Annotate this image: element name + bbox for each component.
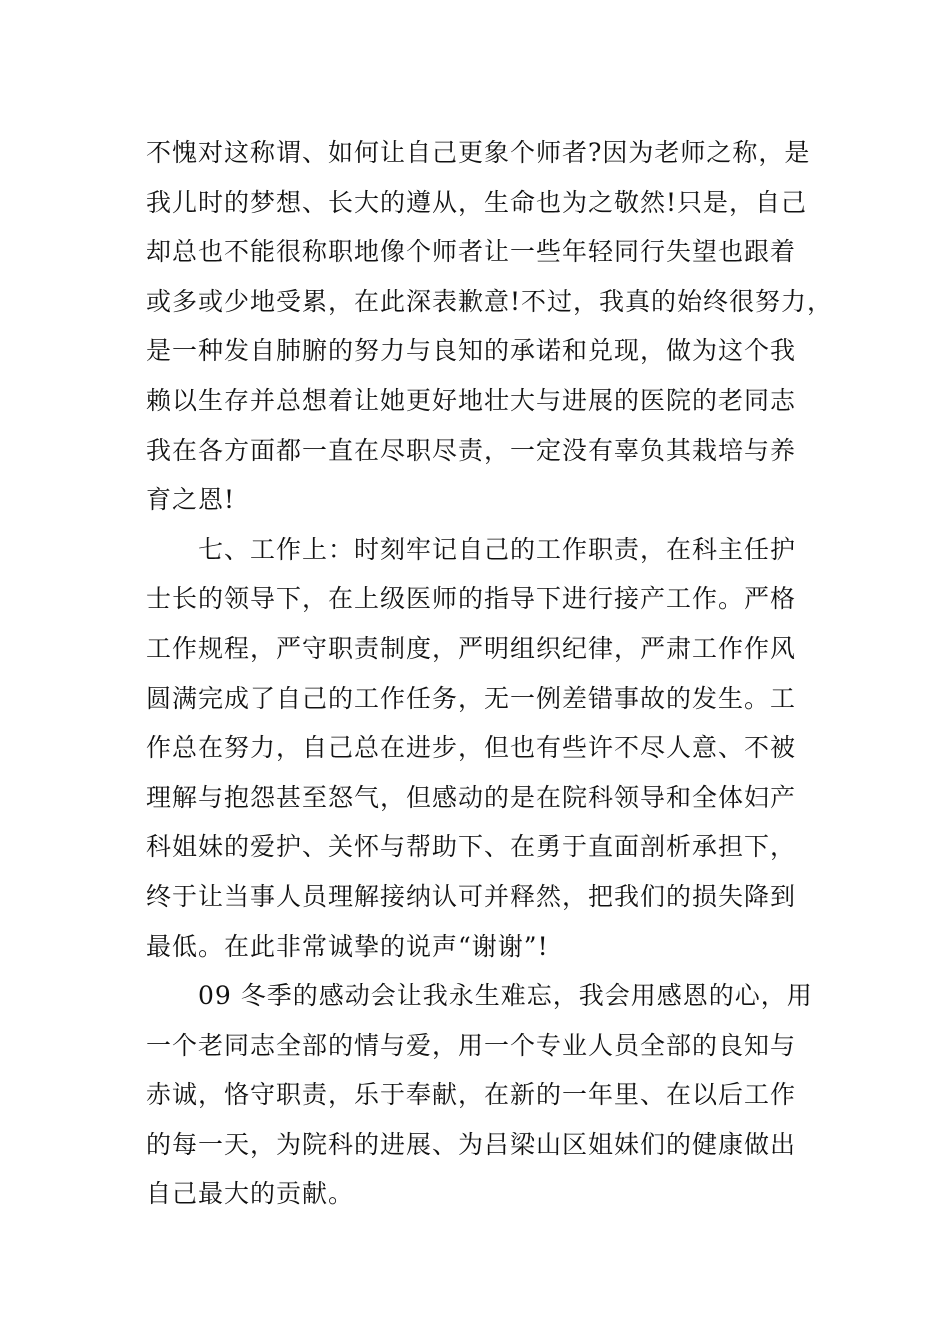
text-line: 一个老同志全部的情与爱，用一个专业人员全部的良知与	[146, 1030, 797, 1060]
text-line: 09 冬季的感动会让我永生难忘，我会用感恩的心，用	[198, 981, 813, 1011]
text-line: 不愧对这称谓、如何让自己更象个师者?因为老师之称，是	[146, 138, 811, 167]
text-line: 科姐妹的爱护、关怀与帮助下、在勇于直面剖析承担下，	[146, 832, 797, 862]
text-line: 七、工作上：时刻牢记自己的工作职责，在科主任护	[198, 534, 797, 564]
text-line: 圆满完成了自己的工作任务，无一例差错事故的发生。工	[146, 683, 797, 713]
paragraph	[146, 128, 846, 525]
text-line: 作总在努力，自己总在进步，但也有些许不尽人意、不被	[146, 733, 797, 763]
text-line: 理解与抱怨甚至怒气，但感动的是在院科领导和全体妇产	[146, 782, 797, 812]
paragraph	[146, 525, 846, 971]
text-line: 最低。在此非常诚挚的说声“谢谢”!	[146, 931, 549, 961]
text-line: 是一种发自肺腑的努力与良知的承诺和兑现，做为这个我	[146, 336, 797, 366]
document-body	[146, 128, 846, 1219]
text-line: 赤诚，恪守职责，乐于奉献，在新的一年里、在以后工作	[146, 1080, 797, 1110]
text-line: 的每一天，为院科的进展、为吕梁山区姐妹们的健康做出	[146, 1129, 797, 1159]
text-line: 我在各方面都一直在尽职尽责，一定没有辜负其栽培与养	[146, 435, 797, 465]
text-line: 终于让当事人员理解接纳认可并释然，把我们的损失降到	[146, 881, 797, 911]
paragraph	[146, 971, 846, 1219]
text-line: 我儿时的梦想、长大的遵从，生命也为之敬然!只是，自己	[146, 187, 808, 217]
text-line: 育之恩!	[146, 485, 236, 515]
text-line: 赖以生存并总想着让她更好地壮大与进展的医院的老同志	[146, 385, 797, 415]
text-line: 士长的领导下，在上级医师的指导下进行接产工作。严格	[146, 584, 797, 614]
text-line: 却总也不能很称职地像个师者让一些年轻同行失望也跟着	[146, 237, 797, 267]
text-line: 或多或少地受累，在此深表歉意!不过，我真的始终很努力，	[146, 286, 834, 316]
text-line: 工作规程，严守职责制度，严明组织纪律，严肃工作作风	[146, 633, 797, 663]
text-line: 自己最大的贡献。	[146, 1179, 355, 1209]
